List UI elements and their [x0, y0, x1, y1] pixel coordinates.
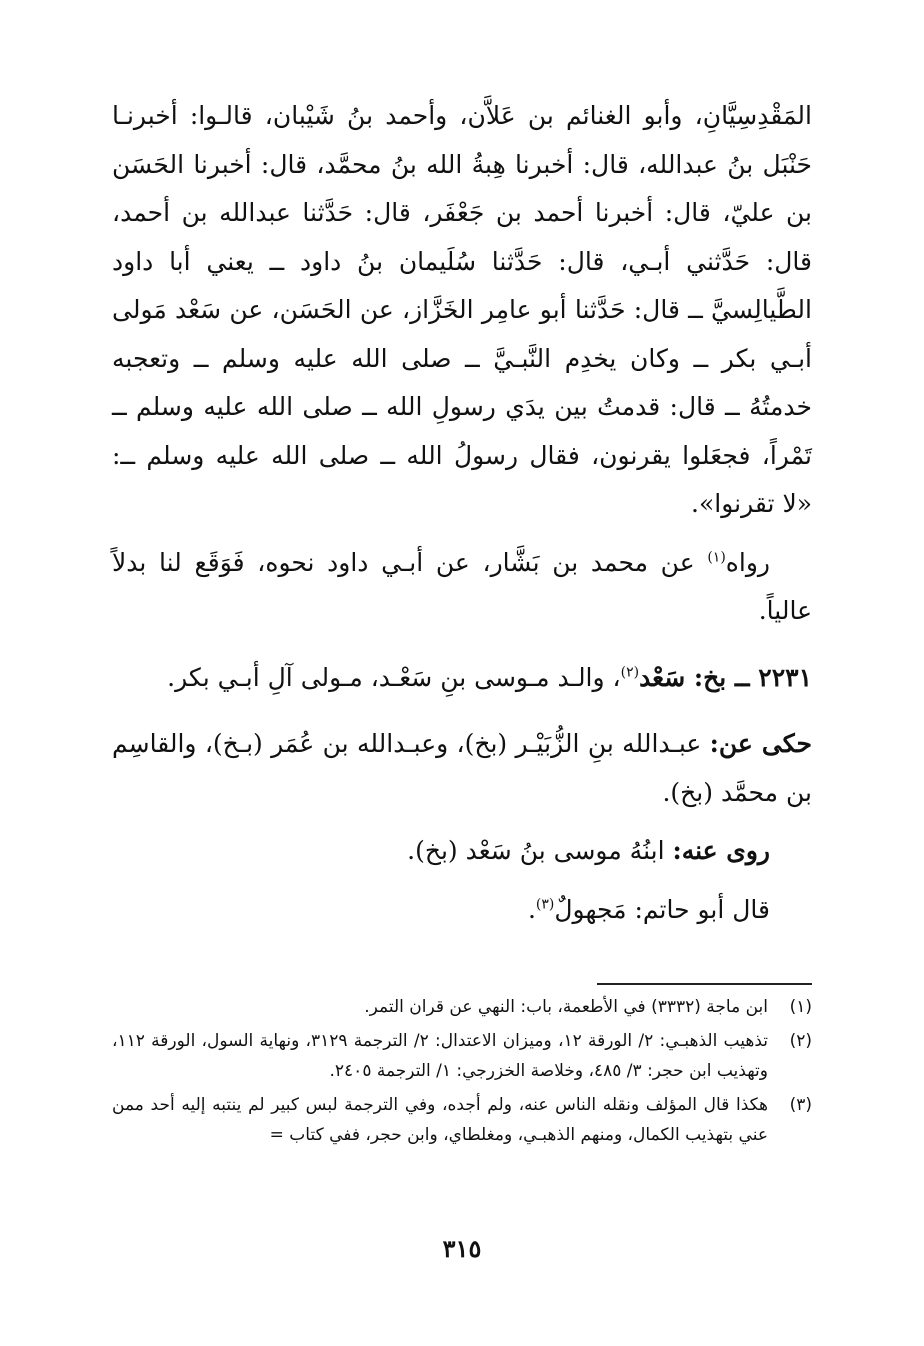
entry-description: ، والـد مـوسى بنِ سَعْـد، مـولى آلِ أبـي بكر.	[167, 662, 621, 692]
biography-entry-heading	[112, 654, 812, 703]
footnote-ref-2[interactable]: (٢)	[620, 664, 640, 681]
narrated-by-text: ابنُهُ موسى بنُ سَعْد (بخ).	[407, 836, 673, 865]
main-text-block	[112, 92, 812, 934]
footnote-ref-3[interactable]: (٣)	[535, 896, 555, 913]
footnote-item	[112, 1026, 812, 1086]
narrated-by-label: روى عنه:	[672, 836, 770, 865]
page-number: ٣١٥	[442, 1234, 482, 1263]
narrated-from-paragraph	[112, 720, 812, 817]
isnad-paragraph: المَقْدِسِيَّانِ، وأبو الغنائم بن عَلاَّن، وأحمد بنُ شَيْبان، قالـوا: أخبرنـا حَنْبَل بنُ عبدالله، قال: أخبرنا هِبةُ الله بنُ محمَّد، قال: أخبرنا الحَسَن بن عليّ، قال: أخبرنا أحمد بن جَعْفَر، قال: حَدَّثنا عبدالله بن أحمد، قال: حَدَّثني أبـي، قال: حَدَّثنا سُلَيمان بنُ داود ــ يعني أبا داود الطَّيالِسيَّ ــ قال: حَدَّثنا أبو عامِر الخَزَّاز، عن الحَسَن، عن سَعْد مَولى أبـي بكر ــ وكان يخدِم النَّبـيَّ ــ صلى الله عليه وسلم ــ وتعجبه خدمتُهُ ــ قال: قدمتُ بين يدَي رسولِ الله ــ صلى الله عليه وسلم ــ تَمْراً، فجعَلوا يقرنون، فقال رسولُ الله ــ صلى الله عليه وسلم ــ: «لا تقرنوا».	[112, 101, 812, 518]
footnote-text: هكذا قال المؤلف ونقله الناس عنه، ولم أجده، وفي الترجمة لبس كبير لم ينتبه إليه أحد ممن عني بتهذيب الكمال، ومنهم الذهبـي، ومغلطاي، وابن حجر، ففي كتاب =	[112, 1095, 768, 1145]
abu-hatim-end: .	[527, 894, 536, 924]
footnote-number: (٢)	[789, 1031, 812, 1051]
footnotes-section	[112, 992, 812, 1154]
entry-number-and-name: ٢٢٣١ ــ بخ: سَعْد	[639, 662, 812, 692]
footnote-ref-1[interactable]: (١)	[707, 549, 726, 566]
narration-text-start: رواه	[725, 547, 770, 577]
footnote-item	[112, 992, 812, 1022]
footnote-text: ابن ماجة (٣٣٣٢) في الأطعمة، باب: النهي عن قران التمر.	[364, 997, 768, 1017]
footnote-text: تذهيب الذهبـي: ٢/ الورقة ١٢، وميزان الاعتدال: ٢/ الترجمة ٣١٢٩، ونهاية السول، الورقة ١١٢، وتهذيب ابن حجر: ٣/ ٤٨٥، وخلاصة الخزرجي: ١/ الترجمة ٢٤٠٥.	[112, 1031, 768, 1081]
narrated-from-label: حكى عن:	[709, 729, 812, 758]
narration-text-end: عن محمد بن بَشَّار، عن أبـي داود نحوه، فَوَقَع لنا بدلاً عالياً.	[112, 547, 812, 625]
abu-hatim-text: قال أبو حاتم: مَجهولٌ	[554, 894, 770, 924]
abu-hatim-paragraph	[112, 886, 812, 935]
narrated-from-text: عبـدالله بنِ الزُّبَيْـر (بخ)، وعبـدالله بن عُمَر (بـخ)، والقاسِم بن محمَّد (بخ).	[112, 729, 812, 807]
footnote-number: (٣)	[789, 1095, 812, 1115]
narration-paragraph	[112, 539, 812, 636]
footnote-number: (١)	[789, 997, 812, 1017]
narrated-by-paragraph	[112, 827, 812, 876]
footnote-separator-rule	[597, 983, 812, 985]
footnote-item	[112, 1090, 812, 1150]
